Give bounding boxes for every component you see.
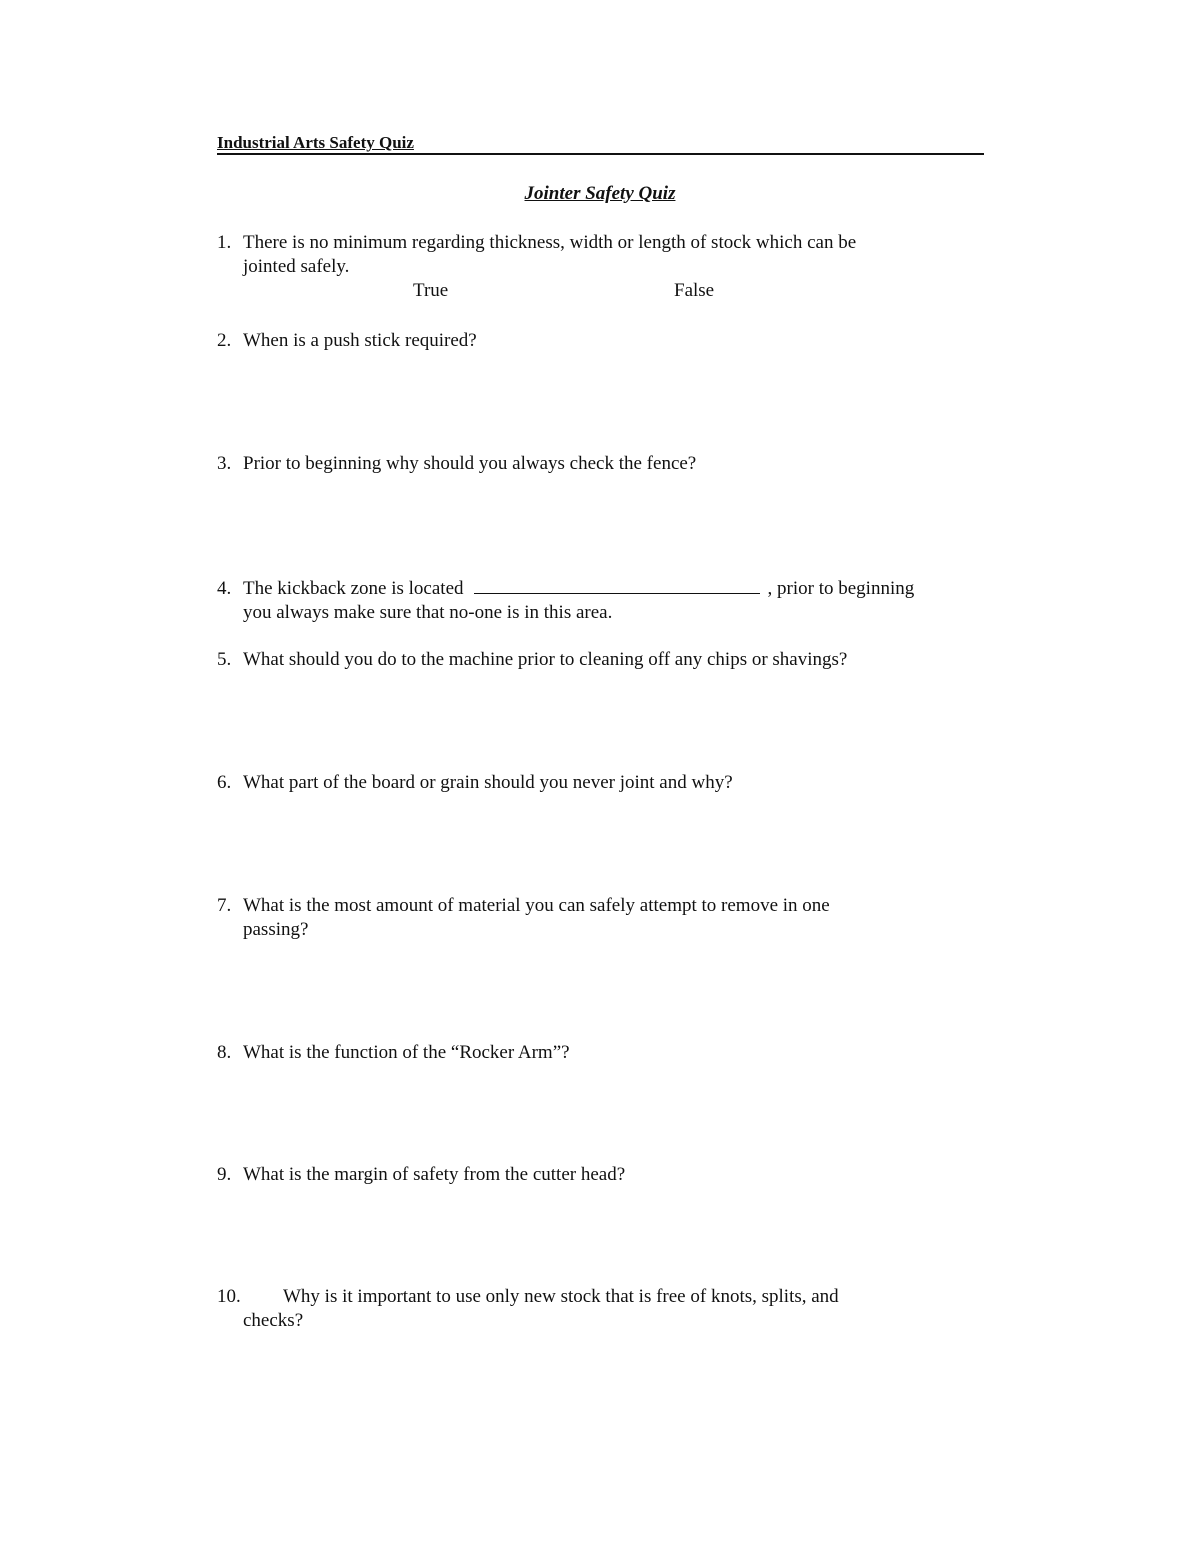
question-text-cont: passing? — [243, 919, 309, 940]
question-8 — [217, 1041, 1007, 1065]
question-number: 8. — [217, 1042, 232, 1063]
question-text: What should you do to the machine prior to cleaning off any chips or shavings? — [243, 649, 848, 670]
page-title: Jointer Safety Quiz — [524, 183, 676, 204]
question-2 — [217, 329, 1007, 353]
question-number: 3. — [217, 453, 232, 474]
question-text: There is no minimum regarding thickness, width or length of stock which can be — [243, 232, 857, 253]
answer-blank[interactable] — [474, 575, 760, 594]
question-text: Why is it important to use only new stock that is free of knots, splits, and — [283, 1286, 839, 1307]
question-text: What is the function of the “Rocker Arm”? — [243, 1042, 570, 1063]
question-1 — [217, 231, 1007, 279]
question-4 — [217, 575, 1007, 625]
question-text: What is the most amount of material you can safely attempt to remove in one — [243, 895, 830, 916]
question-number: 6. — [217, 772, 232, 793]
question-5 — [217, 648, 1007, 672]
question-text-cont: you always make sure that no-one is in this area. — [243, 602, 613, 623]
question-number: 10. — [217, 1286, 241, 1307]
question-3 — [217, 452, 1007, 476]
question-text-after-blank: , prior to beginning — [767, 578, 915, 599]
question-text-cont: jointed safely. — [243, 256, 350, 277]
question-text: What is the margin of safety from the cutter head? — [243, 1164, 626, 1185]
question-number: 7. — [217, 895, 232, 916]
question-text: The kickback zone is located — [243, 578, 464, 599]
question-10 — [217, 1285, 1007, 1333]
question-text-cont: checks? — [243, 1310, 304, 1331]
question-text: When is a push stick required? — [243, 330, 477, 351]
question-number: 2. — [217, 330, 232, 351]
question-9 — [217, 1163, 1007, 1187]
question-number: 5. — [217, 649, 232, 670]
header-title: Industrial Arts Safety Quiz — [217, 133, 984, 155]
question-number: 1. — [217, 232, 232, 253]
question-7 — [217, 894, 1007, 942]
true-option[interactable]: True — [413, 280, 449, 301]
question-number: 4. — [217, 578, 232, 599]
question-number: 9. — [217, 1164, 232, 1185]
question-6 — [217, 771, 1007, 795]
question-text: Prior to beginning why should you always check the fence? — [243, 453, 697, 474]
question-text: What part of the board or grain should you never joint and why? — [243, 772, 733, 793]
false-option[interactable]: False — [674, 280, 715, 301]
